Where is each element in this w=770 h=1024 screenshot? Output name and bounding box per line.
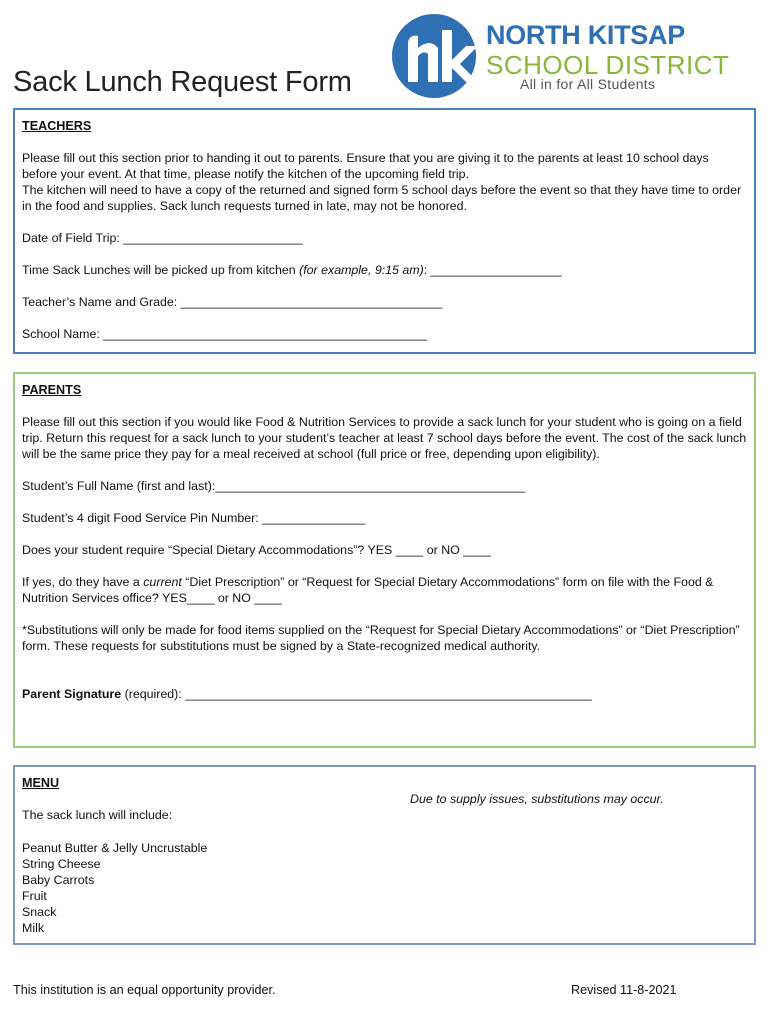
menu-item: Snack [22, 905, 57, 919]
menu-item: Peanut Butter & Jelly Uncrustable [22, 841, 208, 855]
diet-prescription-text-post: “Diet Prescription” or “Request for Special Dietary Accommodations” form on file with the Food & Nutrition Services office? YES____ or NO ____ [22, 575, 714, 605]
pin-number-field[interactable]: Student’s 4 digit Food Service Pin Number: _______________ [22, 511, 366, 525]
menu-item: Milk [22, 921, 45, 935]
current-word: current [143, 575, 182, 589]
school-name-field[interactable]: School Name: _______________________________________________ [22, 327, 428, 341]
field-trip-date-field[interactable]: Date of Field Trip: __________________________ [22, 231, 303, 245]
dietary-accommodations-field[interactable]: Does your student require “Special Dietary Accommodations”? YES ____ or NO ____ [22, 543, 491, 557]
teachers-intro: Please fill out this section prior to handing it out to parents. Ensure that you are giving it to the parents at least 10 school days before your event. At that time, please notify the kitchen of the upcoming field trip. [22, 151, 709, 181]
menu-heading: MENU [22, 776, 60, 790]
page-title: Sack Lunch Request Form [13, 66, 352, 98]
nk-emblem-icon [386, 12, 486, 98]
teacher-name-field[interactable]: Teacher’s Name and Grade: ______________________________________ [22, 295, 443, 309]
parent-signature-label: Parent Signature [22, 687, 122, 701]
parents-heading: PARENTS [22, 383, 82, 397]
parent-signature-field[interactable] [22, 686, 747, 702]
logo-district-name: NORTH KITSAP [486, 20, 685, 50]
menu-item: Baby Carrots [22, 873, 95, 887]
substitutions-note: *Substitutions will only be made for food items supplied on the “Request for Special Dietary Accommodations” or “Diet Prescription” form. These requests for substitutions must be signed by a State-recognized medical authority. [22, 623, 740, 653]
menu-intro: The sack lunch will include: [22, 808, 173, 822]
menu-supply-note: Due to supply issues, substitutions may occur. [410, 792, 664, 806]
pickup-time-label: Time Sack Lunches will be picked up from kitchen [22, 263, 300, 277]
menu-item: String Cheese [22, 857, 101, 871]
diet-prescription-field[interactable] [22, 574, 747, 606]
parents-section [13, 372, 756, 748]
logo-school-district: SCHOOL DISTRICT [486, 50, 730, 80]
revision-date: Revised 11-8-2021 [571, 983, 677, 997]
district-logo [386, 12, 730, 98]
pickup-time-blank[interactable]: : ___________________ [423, 263, 562, 277]
parents-intro: Please fill out this section if you would like Food & Nutrition Services to provide a sack lunch for your student who is going on a field trip. Return this request for a sack lunch to your student’s teacher at least 7 school days before the event. The cost of the sack lunch will be the same price they pay for a meal received at school (full price or free, depending upon eligibility). [22, 415, 747, 461]
student-name-field[interactable]: Student’s Full Name (first and last):_____________________________________________ [22, 479, 526, 493]
teachers-intro-2: The kitchen will need to have a copy of the returned and signed form 5 school days before the event so that they have time to order in the food and supplies. Sack lunch requests turned in late, may not be honored. [22, 183, 742, 213]
diet-prescription-text-pre: If yes, do they have a [22, 575, 144, 589]
menu-item: Fruit [22, 889, 47, 903]
teachers-heading: TEACHERS [22, 119, 92, 133]
teachers-section [13, 108, 756, 354]
pickup-time-field[interactable] [22, 262, 747, 278]
equal-opportunity-statement: This institution is an equal opportunity provider. [13, 983, 276, 997]
menu-list [22, 840, 747, 936]
pickup-time-example: (for example, 9:15 am) [299, 263, 424, 277]
menu-section [13, 765, 756, 945]
logo-tagline: All in for All Students [520, 76, 656, 92]
parent-signature-blank[interactable]: (required): ___________________________________________________________ [121, 687, 592, 701]
